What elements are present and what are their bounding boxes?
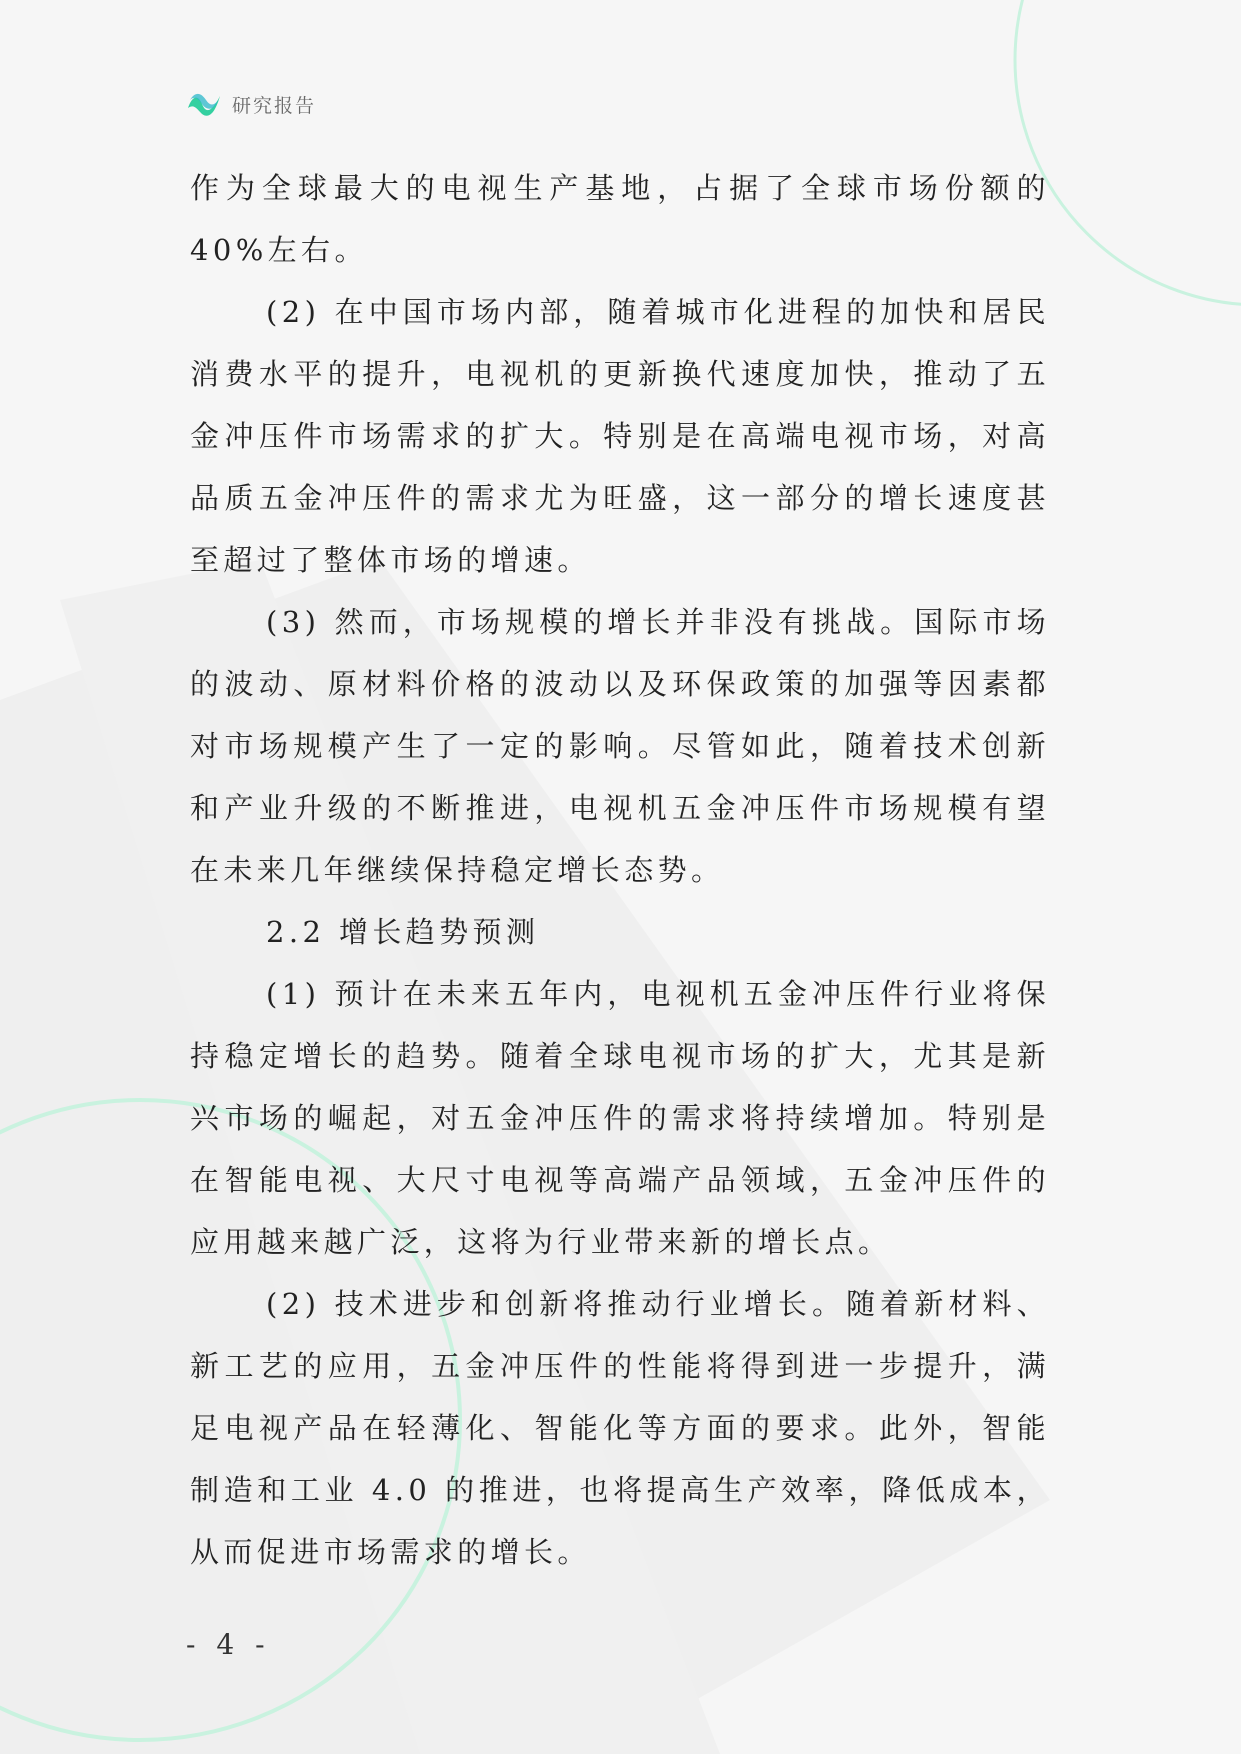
company-logo-icon: [186, 86, 222, 122]
section-heading: 2.2 增长趋势预测: [266, 915, 540, 949]
paragraph: (2) 在中国市场内部，随着城市化进程的加快和居民消费水平的提升，电视机的更新换代速度加快，推动了五金冲压件市场需求的扩大。特别是在高端电视市场，对高品质五金冲压件的需求尤为旺盛，这一部分的增长速度甚至超过了整体市场的增速。: [190, 295, 1050, 577]
paragraph: (1) 预计在未来五年内，电视机五金冲压件行业将保持稳定增长的趋势。随着全球电视市场的扩大，尤其是新兴市场的崛起，对五金冲压件的需求将持续增加。特别是在智能电视、大尺寸电视等高端产品领域，五金冲压件的应用越来越广泛，这将为行业带来新的增长点。: [190, 977, 1050, 1259]
header-title: 研究报告: [232, 94, 317, 117]
paragraph: (2) 技术进步和创新将推动行业增长。随着新材料、新工艺的应用，五金冲压件的性能将得到进一步提升，满足电视产品在轻薄化、智能化等方面的要求。此外，智能制造和工业 4.0 的推进，也将提高生产效率，降低成本，从而促进市场需求的增长。: [190, 1287, 1050, 1569]
report-header: [186, 84, 316, 124]
page-number: - 4 -: [186, 1628, 271, 1661]
document-body: [190, 157, 1050, 1583]
paragraph-continued: 作为全球最大的电视生产基地，占据了全球市场份额的 40%左右。: [190, 171, 1050, 267]
paragraph: (3) 然而，市场规模的增长并非没有挑战。国际市场的波动、原材料价格的波动以及环保政策的加强等因素都对市场规模产生了一定的影响。尽管如此，随着技术创新和产业升级的不断推进，电视机五金冲压件市场规模有望在未来几年继续保持稳定增长态势。: [190, 605, 1050, 887]
